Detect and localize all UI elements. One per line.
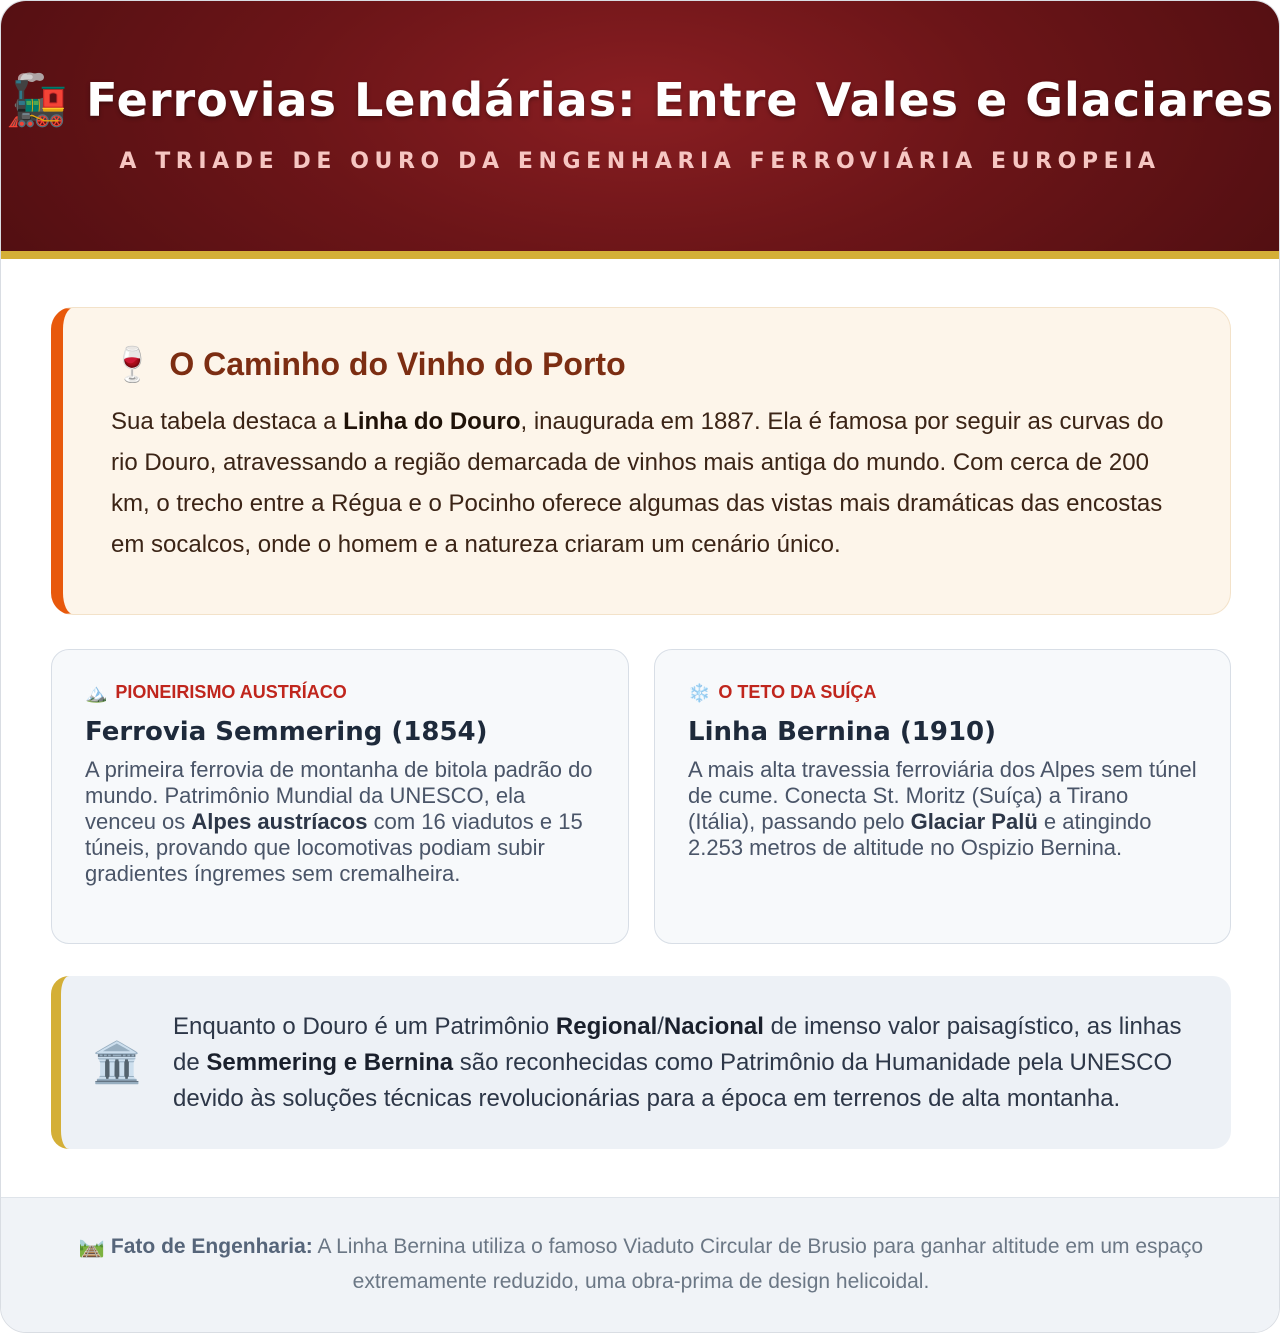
locomotive-icon: 🚂: [5, 72, 69, 128]
heritage-note: [51, 976, 1231, 1149]
douro-line-name: Linha do Douro: [343, 408, 521, 435]
semmering-tag: [85, 682, 596, 703]
wine-glass-icon: 🍷: [111, 345, 154, 384]
douro-heading: [111, 346, 1178, 383]
page-title: Ferrovias Lendárias: Entre Vales e Glaciares: [86, 73, 1275, 127]
semmering-title: Ferrovia Semmering (1854): [85, 717, 488, 747]
footer-label: Fato de Engenharia:: [110, 1235, 313, 1258]
douro-title: O Caminho do Vinho do Porto: [169, 346, 626, 382]
bernina-description: A mais alta travessia ferroviária dos Alpes sem túnel de cume. Conecta St. Moritz (Suíça) a Tirano (Itália), passando pelo Glaciar Palü e atingindo 2.253 metros de altitude no Ospizio Bernina.: [688, 757, 1197, 860]
semmering-description: A primeira ferrovia de montanha de bitola padrão do mundo. Patrimônio Mundial da UNESCO, ela venceu os Alpes austríacos com 16 viadutos e 15 túneis, provando que locomotivas podiam subir gradientes íngremes sem cremalheira.: [85, 757, 593, 886]
bernina-tag: [688, 682, 1198, 703]
snowflake-icon: ❄️: [688, 682, 711, 703]
engineering-fact-footer: [1, 1197, 1280, 1333]
header-title-row: [1, 73, 1279, 127]
mountain-icon: 🏔️: [85, 682, 108, 703]
bernina-tag-label: O TETO DA SUÍÇA: [718, 682, 877, 702]
douro-highlight-box: [51, 307, 1231, 615]
bernina-card: [654, 649, 1231, 944]
semmering-card: [51, 649, 629, 944]
bernina-title: Linha Bernina (1910): [688, 717, 997, 747]
page-subtitle: A TRIADE DE OURO DA ENGENHARIA FERROVIÁRIA EUROPEIA: [119, 149, 1161, 174]
page-header: [1, 1, 1279, 259]
heritage-text: Enquanto o Douro é um Patrimônio Regional/Nacional de imenso valor paisagístico, as linhas de Semmering e Bernina são reconhecidas como Patrimônio da Humanidade pela UNESCO devido às soluções técnicas revolucionárias para a época em terrenos de alta montanha.: [173, 1012, 1182, 1112]
railway-track-icon: 🛤️: [78, 1235, 106, 1258]
footer-text: A Linha Bernina utiliza o famoso Viaduto Circular de Brusio para ganhar altitude em um espaço extremamente reduzido, uma obra-prima de design helicoidal.: [312, 1235, 1204, 1293]
semmering-tag-label: PIONEIRISMO AUSTRÍACO: [115, 682, 347, 702]
classical-building-icon: 🏛️: [92, 1040, 142, 1085]
douro-description: Sua tabela destaca a Linha do Douro, inaugurada em 1887. Ela é famosa por seguir as curvas do rio Douro, atravessando a região demarcada de vinhos mais antiga do mundo. Com cerca de 200 km, o trecho entre a Régua e o Pocinho oferece algumas das vistas mais dramáticas das encostas em socalcos, onde o homem e a natureza criaram um cenário único.: [111, 408, 1164, 558]
